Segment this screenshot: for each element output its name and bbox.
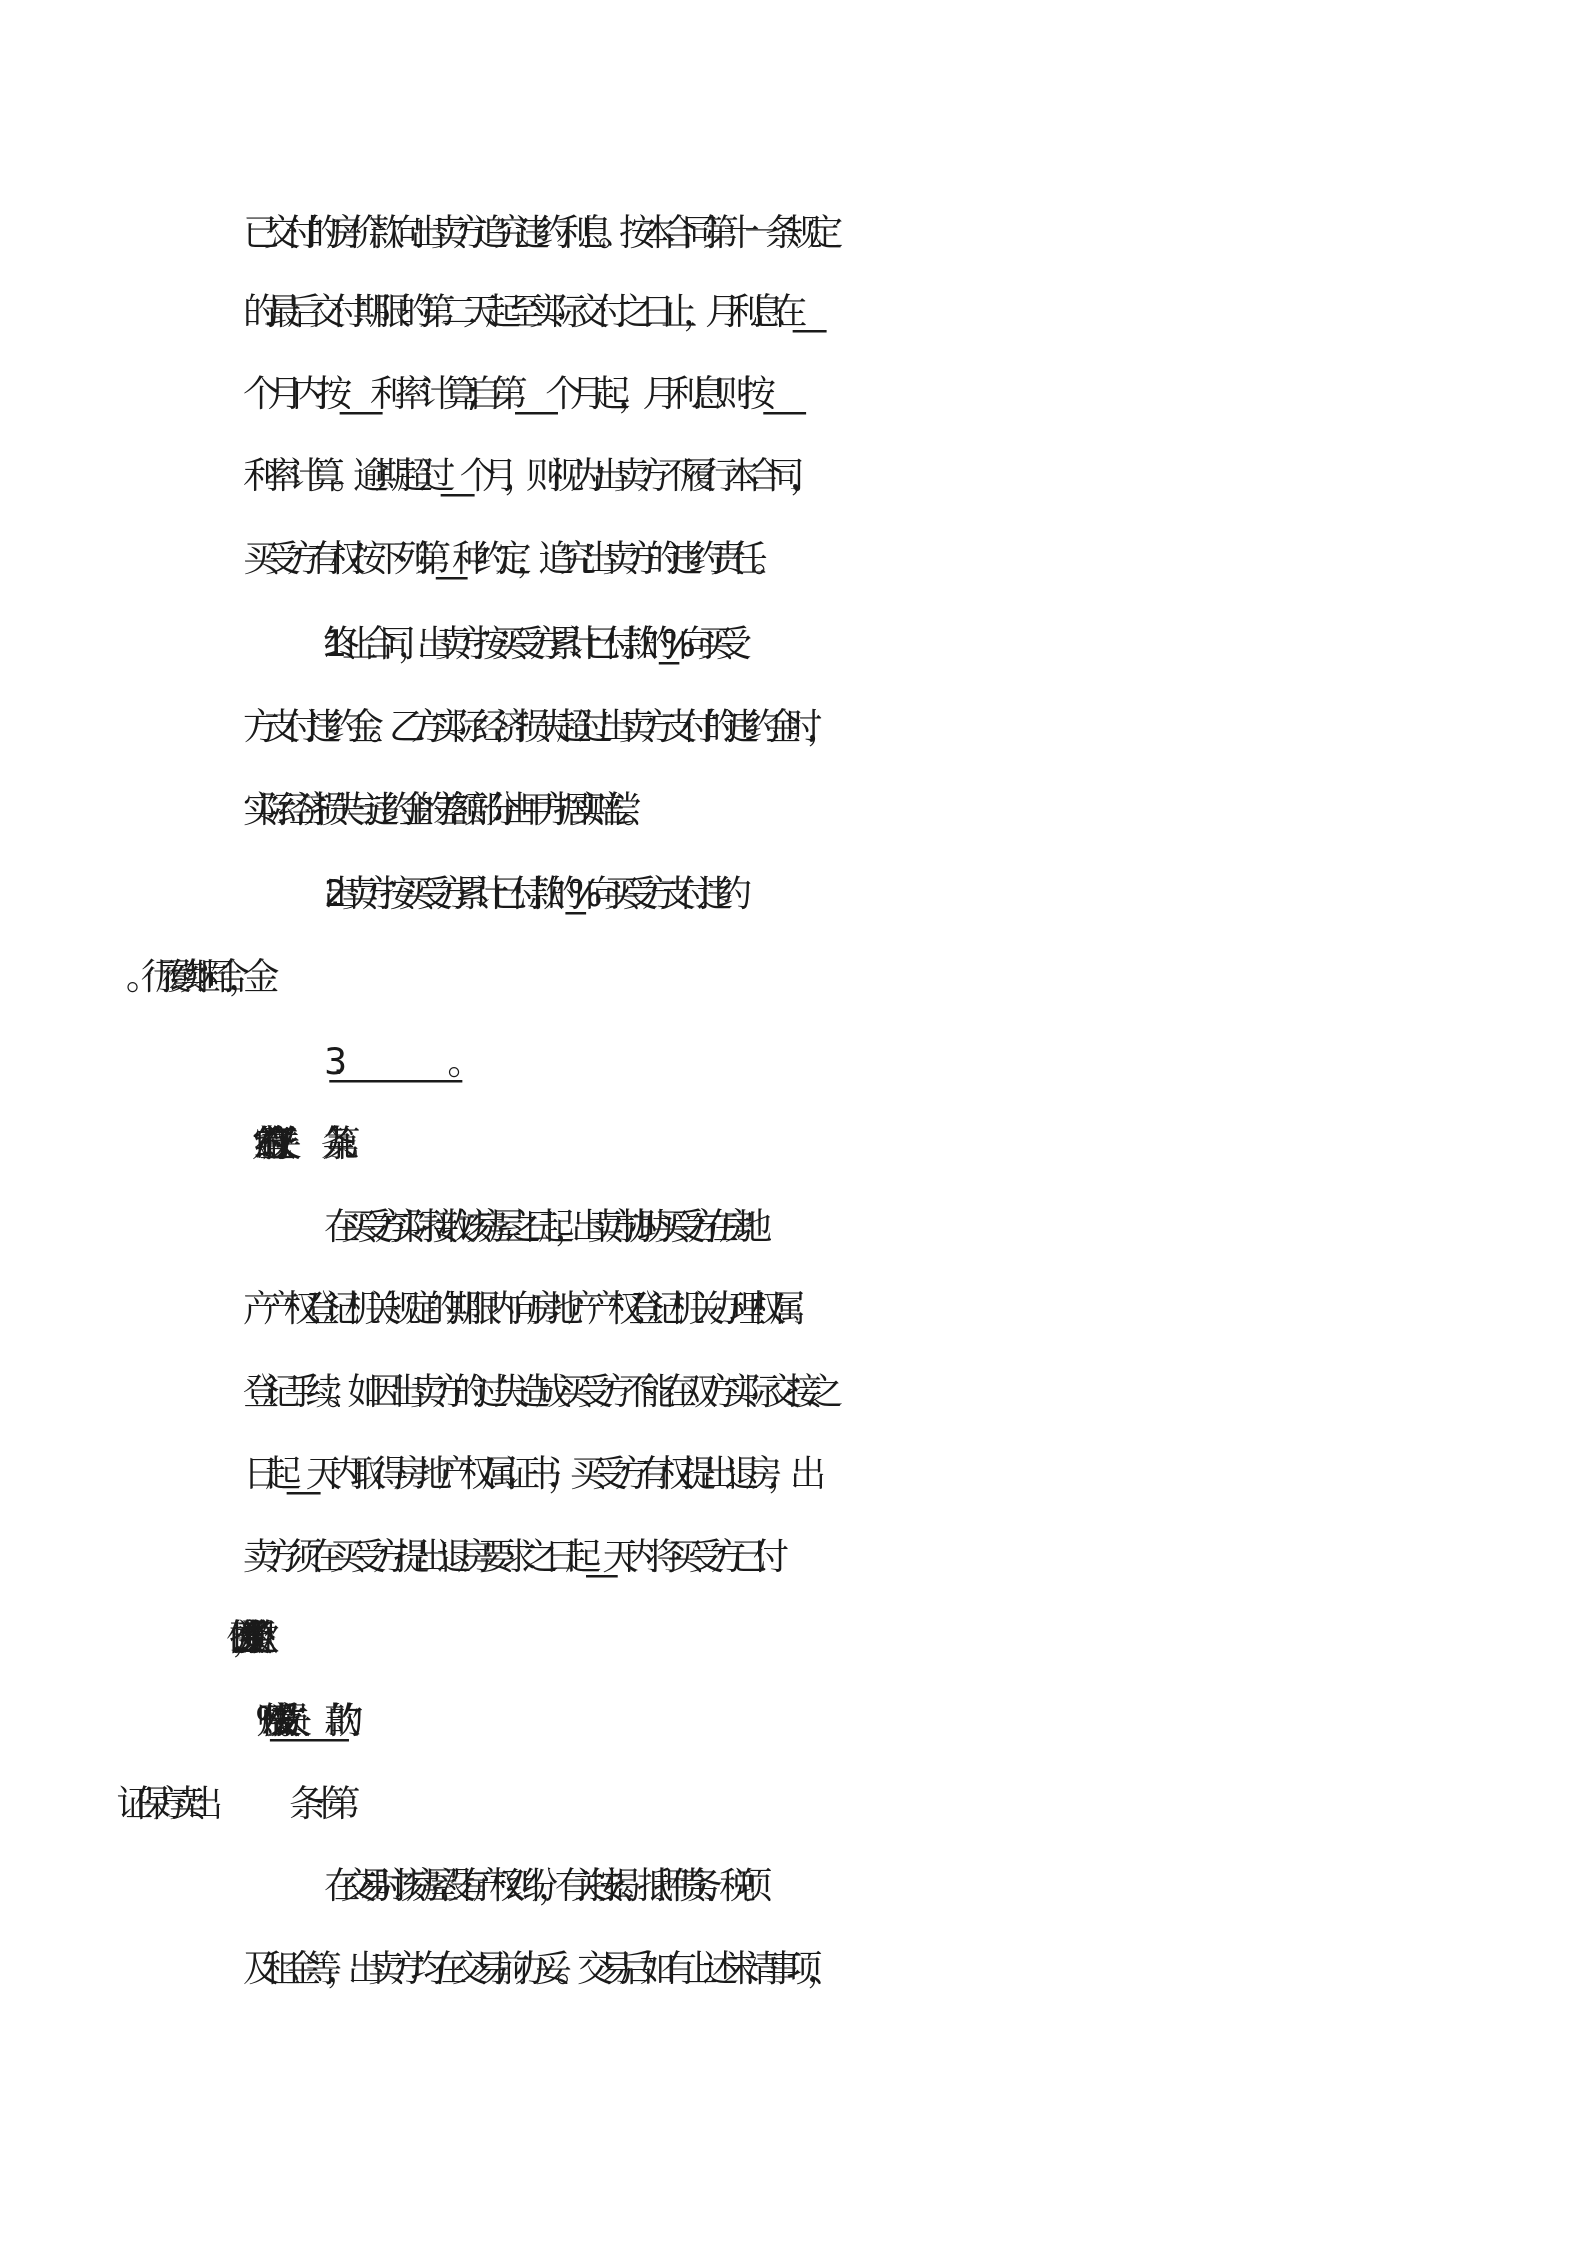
text-line	[243, 953, 1586, 1001]
text-line: 3.________________________________。	[324, 1040, 470, 1083]
text-line: 卖方须在买受方提出退房要求之日起_____天内将买受方已付	[243, 1535, 775, 1578]
text-line: 已交付的房价款向出卖方追究违约利息。按本合同第十一条规定	[243, 211, 828, 254]
text-line: 方支付违约金。乙方实际经济损失超过出卖方支付的违约金时，	[243, 705, 828, 748]
text-line: 及租金等，出卖方均在交易前办妥。交易后如有上述未清事项，	[243, 1947, 828, 1990]
text-line: 利率计算。逾期超过_____个月，则视为出卖方不履行本合同，	[243, 454, 812, 497]
text-line: 在买受方实际接收该房屋之日起，出卖方协助买受方在房地	[324, 1205, 753, 1248]
text-line: 2.出卖方按买受方累计已付款的_____%向买受方支付违约	[324, 872, 735, 915]
text-line: 日起_____天内取得房地产权属证书，买受方有权提出退房，出	[243, 1452, 812, 1495]
text-line: 1.终止合同，出卖方按买受方累计已付款的_____%向买受	[324, 622, 735, 665]
text-line: 实际经济损失与违约金的差额部分由甲方据实赔偿。	[243, 788, 640, 831]
section-heading	[324, 1120, 1586, 1168]
text-line: 个月内按_____利率计算;自第_____个月起，月利息则按_____	[243, 372, 794, 415]
text-line: 买受方有权按下列第_____种约定，追究出卖方的违约责任。	[243, 537, 775, 580]
text-line	[243, 1614, 1586, 1662]
text-line	[324, 1697, 1586, 1745]
text-line: 产产权登记机关规定的期限内向房地产产权登记机关办理权属	[243, 1287, 790, 1330]
section-heading	[324, 1780, 1586, 1828]
text-line: 登记手续。如因出卖方的过失造成买受方不能在双方实际交接之	[243, 1370, 828, 1413]
text-line: 的最后交付期限的第二天起至实际交付之日止，月利息在_____	[243, 290, 812, 333]
text-line: 在交易时该房屋没有产权纠纷，有关按揭、抵押债务、税项	[324, 1864, 753, 1907]
